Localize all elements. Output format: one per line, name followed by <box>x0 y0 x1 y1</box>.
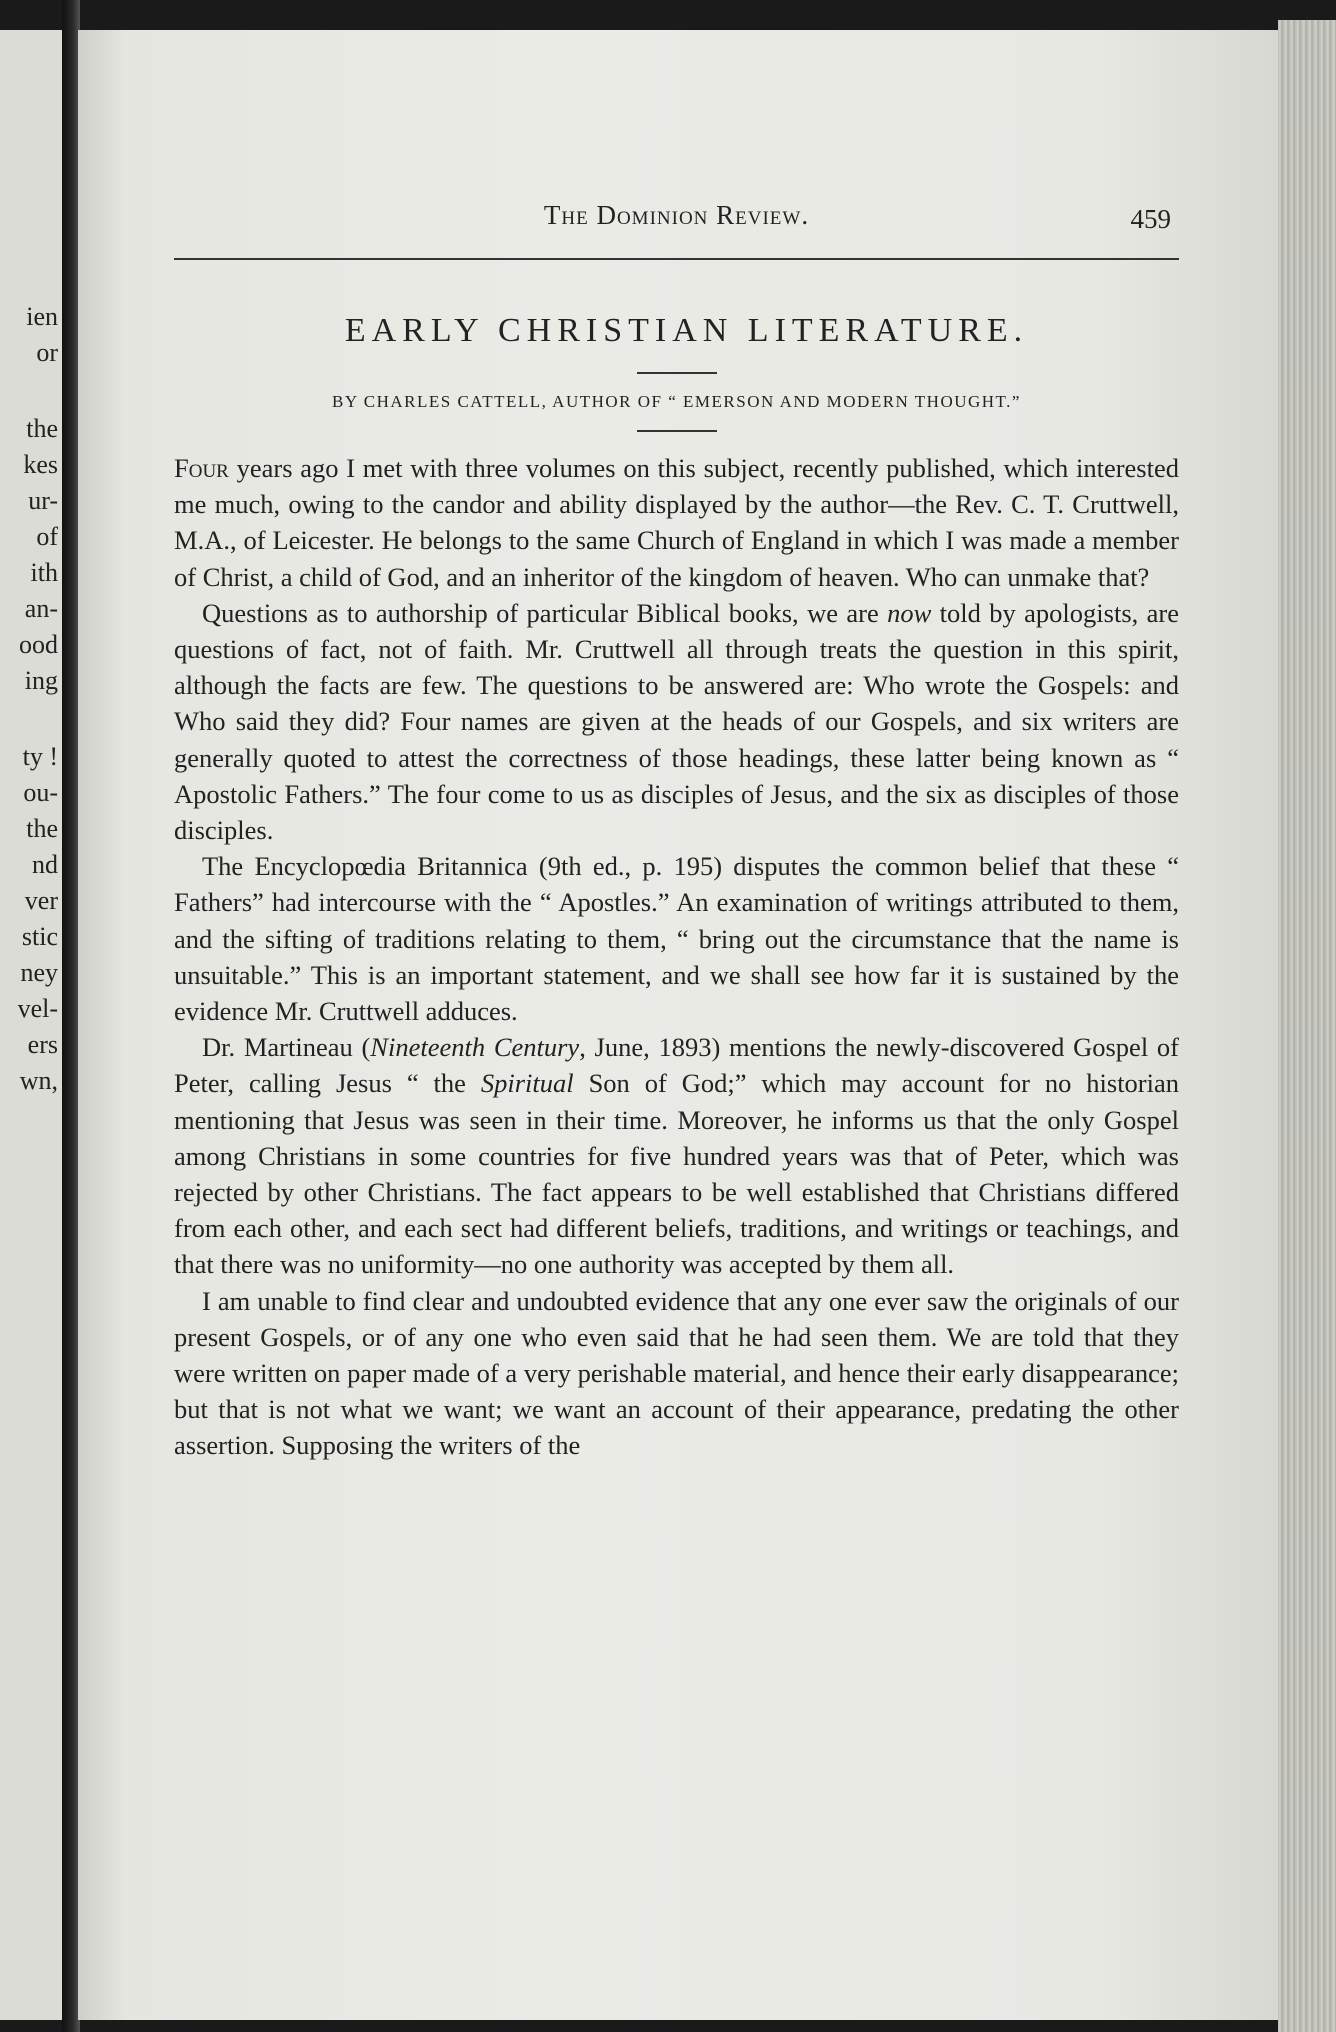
facing-page-fragment: kes <box>23 450 58 479</box>
facing-page-fragment: ty ! <box>22 742 58 771</box>
paragraph-2-text-a: Questions as to authorship of particular Biblical books, we are <box>202 597 888 628</box>
facing-page-fragment: the <box>26 814 58 843</box>
header-rule <box>174 258 1179 260</box>
paragraph-2-emphasis: now <box>887 597 932 628</box>
page-number: 459 <box>1130 204 1171 234</box>
page-content <box>174 200 1179 1464</box>
paragraph-4-text-c: Son of God;” which may account for no historian mentioning that Jesus was seen in their time. Moreover, he informs us that the only Gospel among Christians in some countries for five hundred years was that of Peter, which was rejected by other Christians. The fact appears to be well established that Christians differed from each other, and each sect had different beliefs, traditions, and writings or teachings, and that there was no uniformity—no one authority was accepted by them all. <box>174 1068 1180 1280</box>
facing-page-fragment: an- <box>24 594 58 623</box>
running-title: The Dominion Review. <box>543 200 810 230</box>
facing-page-fragment: ou- <box>23 778 58 807</box>
book-page <box>78 30 1278 2020</box>
facing-page-fragment: ith <box>30 558 58 587</box>
facing-page-fragment: ood <box>19 630 58 659</box>
paragraph-1 <box>174 450 1179 595</box>
article-title: EARLY CHRISTIAN LITERATURE. <box>344 312 1029 349</box>
facing-page-fragment: ver <box>24 886 58 915</box>
paragraph-5: I am unable to find clear and undoubted evidence that any one ever saw the originals of our present Gospels, or of any one who even said that he had seen them. We are told that they were written on paper made of a very perishable material, and hence their early disappearance; but that is not what we want; we want an account of their appearance, predating the other assertion. Supposing the writers of the <box>174 1285 1179 1461</box>
facing-page-fragment: the <box>26 414 58 443</box>
running-header <box>174 200 1179 250</box>
page-stack-edge <box>1278 20 1336 2032</box>
paragraph-1-text: years ago I met with three volumes on this subject, recently published, which interested me much, owing to the candor and ability displayed by the author—the Rev. C. T. Cruttwell, M.A., of Leicester. He belongs to the same Church of England in which I was made a member of Christ, a child of God, and an inheritor of the kingdom of heaven. Who can unmake that? <box>174 453 1179 592</box>
facing-page-fragment: ers <box>27 1030 58 1059</box>
paragraph-2 <box>174 595 1179 848</box>
article-byline: BY CHARLES CATTELL, AUTHOR OF “ EMERSON AND MODERN THOUGHT.” <box>332 392 1021 411</box>
facing-page-fragment: stic <box>21 922 58 951</box>
paragraph-1-first-word: Four <box>174 453 229 483</box>
facing-page-fragment: of <box>36 522 58 551</box>
facing-page-fragment: ing <box>24 666 58 695</box>
facing-page-fragment: ur- <box>28 486 58 515</box>
paragraph-4-emphasis-1: Nineteenth Century <box>370 1032 580 1063</box>
facing-page-fragment: nd <box>32 850 58 879</box>
title-rule <box>637 372 717 374</box>
paragraph-3: The Encyclopœdia Britannica (9th ed., p. 195) disputes the common belief that these “ Fathers” had intercourse with the “ Apostles.” An examination of writings attributed to them, and the sifting of traditions relating to them, “ bring out the circumstance that the name is unsuitable.” This is an important statement, and we shall see how far it is sustained by the evidence Mr. Cruttwell adduces. <box>174 851 1179 1027</box>
paragraph-4 <box>174 1029 1179 1282</box>
facing-page-edge <box>0 30 62 2020</box>
paragraph-4-text-a: Dr. Martineau ( <box>202 1032 371 1063</box>
byline-rule <box>637 430 717 432</box>
paragraph-4-emphasis-2: Spiritual <box>480 1068 574 1099</box>
facing-page-fragment: ney <box>20 958 58 987</box>
paragraph-4-text-b: , June, 1893) mentions the newly-discovered Gospel of Peter, calling Jesus “ the <box>174 1032 1179 1099</box>
facing-page-fragment: or <box>36 338 58 367</box>
facing-page-fragment: wn, <box>19 1066 58 1095</box>
facing-page-fragment: vel- <box>17 994 58 1023</box>
paragraph-2-text-b: told by apologists, are questions of fact, not of faith. Mr. Cruttwell all through treats the question in this spirit, although the facts are few. The questions to be answered are: Who wrote the Gospels: and Who said they did? Four names are given at the heads of our Gospels, and six writers are generally quoted to attest the correctness of those headings, these latter being known as “ Apostolic Fathers.” The four come to us as disciples of Jesus, and the six as disciples of those disciples. <box>174 597 1179 846</box>
facing-page-fragment: ien <box>26 302 58 331</box>
